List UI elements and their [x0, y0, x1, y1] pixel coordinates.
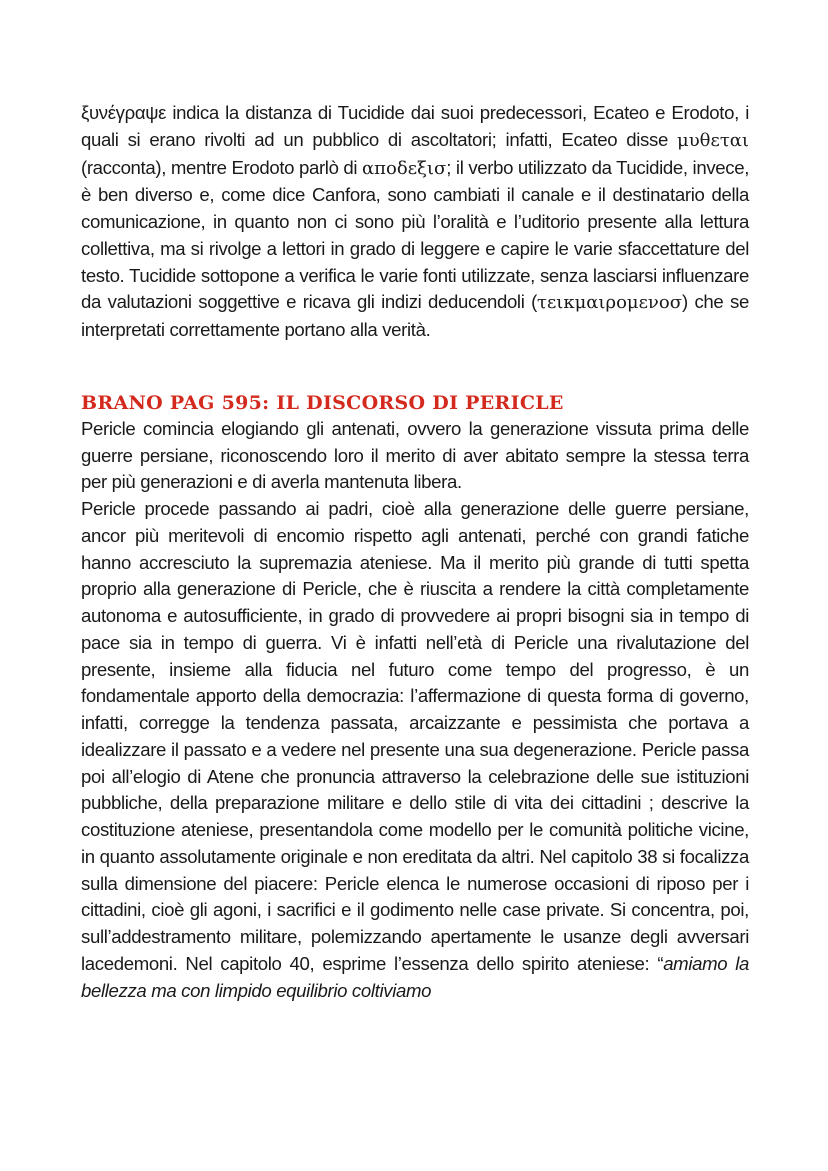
- greek-word: αποδεξισ: [362, 157, 447, 179]
- paragraph-thucydides-method: [81, 100, 749, 344]
- paragraph-pericle-intro: Pericle comincia elogiando gli antenati, ovvero la generazione vissuta prima delle guerre persiane, riconoscendo loro il merito di aver abitato sempre la stessa terra per più generazioni e di averla mantenuta libera.: [81, 417, 749, 493]
- text-segment: indica la distanza di Tucidide dai suoi predecessori, Ecateo e Erodoto, i quali si erano rivolti ad un pubblico di ascoltatori; infatti, Ecateo disse: [81, 102, 749, 150]
- section-spacer: [81, 344, 749, 390]
- section-heading: BRANO PAG 595: IL DISCORSO DI PERICLE: [81, 391, 564, 414]
- paragraph-body-text: Pericle procede passando ai padri, cioè alla generazione delle guerre persiane, ancor più meritevoli di encomio rispetto agli antenati, perché con grandi fatiche hanno accresciuto la supremazia ateniese. Ma il merito più grande di tutti spetta proprio alla generazione di Pericle, che è riuscita a rendere la città completamente autonoma e autosufficiente, in grado di provvedere ai propri bisogni sia in tempo di pace sia in tempo di guerra. Vi è infatti nell’età di Pericle una rivalutazione del presente, insieme alla fiducia nel futuro come tempo del progresso, è un fondamentale apporto della democrazia: l’affermazione di questa forma di governo, infatti, corregge la tendenza passata, arcaizzante e pessimista che portava a idealizzare il passato e a vedere nel presente una sua degenerazione. Pericle passa poi all’elogio di Atene che pronuncia attraverso la celebrazione delle sue istituzioni pubbliche, della preparazione militare e dello stile di vita dei cittadini ; descrive la costituzione ateniese, presentandola come modello per le comunità politiche vicine, in quanto assolutamente originale e non ereditata da altri. Nel capitolo 38 si focalizza sulla dimensione del piacere: Pericle elenca le numerose occasioni di riposo per i cittadini, cioè gli agoni, i sacrifici e il godimento nelle case private. Si concentra, poi, sull’addestramento militare, polemizzando apertamente le usanze degli avversari lacedemoni. Nel capitolo 40, esprime l’essenza dello spirito ateniese:: [81, 498, 749, 974]
- greek-word: ξυνέγραψε: [81, 102, 167, 123]
- document-page: [81, 100, 749, 1004]
- paragraph-pericle-main: [81, 496, 749, 1004]
- italic-quote: amiamo la bellezza ma con limpido equilibrio coltiviamo: [81, 952, 749, 1001]
- quote-open-mark: “: [657, 952, 664, 974]
- greek-word: μυθεται: [677, 129, 749, 151]
- text-segment: ) che se interpretati correttamente portano alla verità.: [81, 291, 749, 340]
- text-segment: ; il verbo utilizzato da Tucidide, invece, è ben diverso e, come dice Canfora, sono cambiati il canale e il destinatario della comunicazione, in quanto non ci sono più l’oralità e l’uditorio presente alla lettura collettiva, ma si rivolge a lettori in grado di leggere e capire le varie sfaccettature del testo. Tucidide sottopone a verifica le varie fonti utilizzate, senza lasciarsi influenzare da valutazioni soggettive e ricava gli indizi deducendoli (: [81, 156, 750, 313]
- text-segment: (racconta), mentre Erodoto parlò di: [81, 156, 363, 178]
- greek-word: τεικμαιρομενοσ: [536, 292, 682, 314]
